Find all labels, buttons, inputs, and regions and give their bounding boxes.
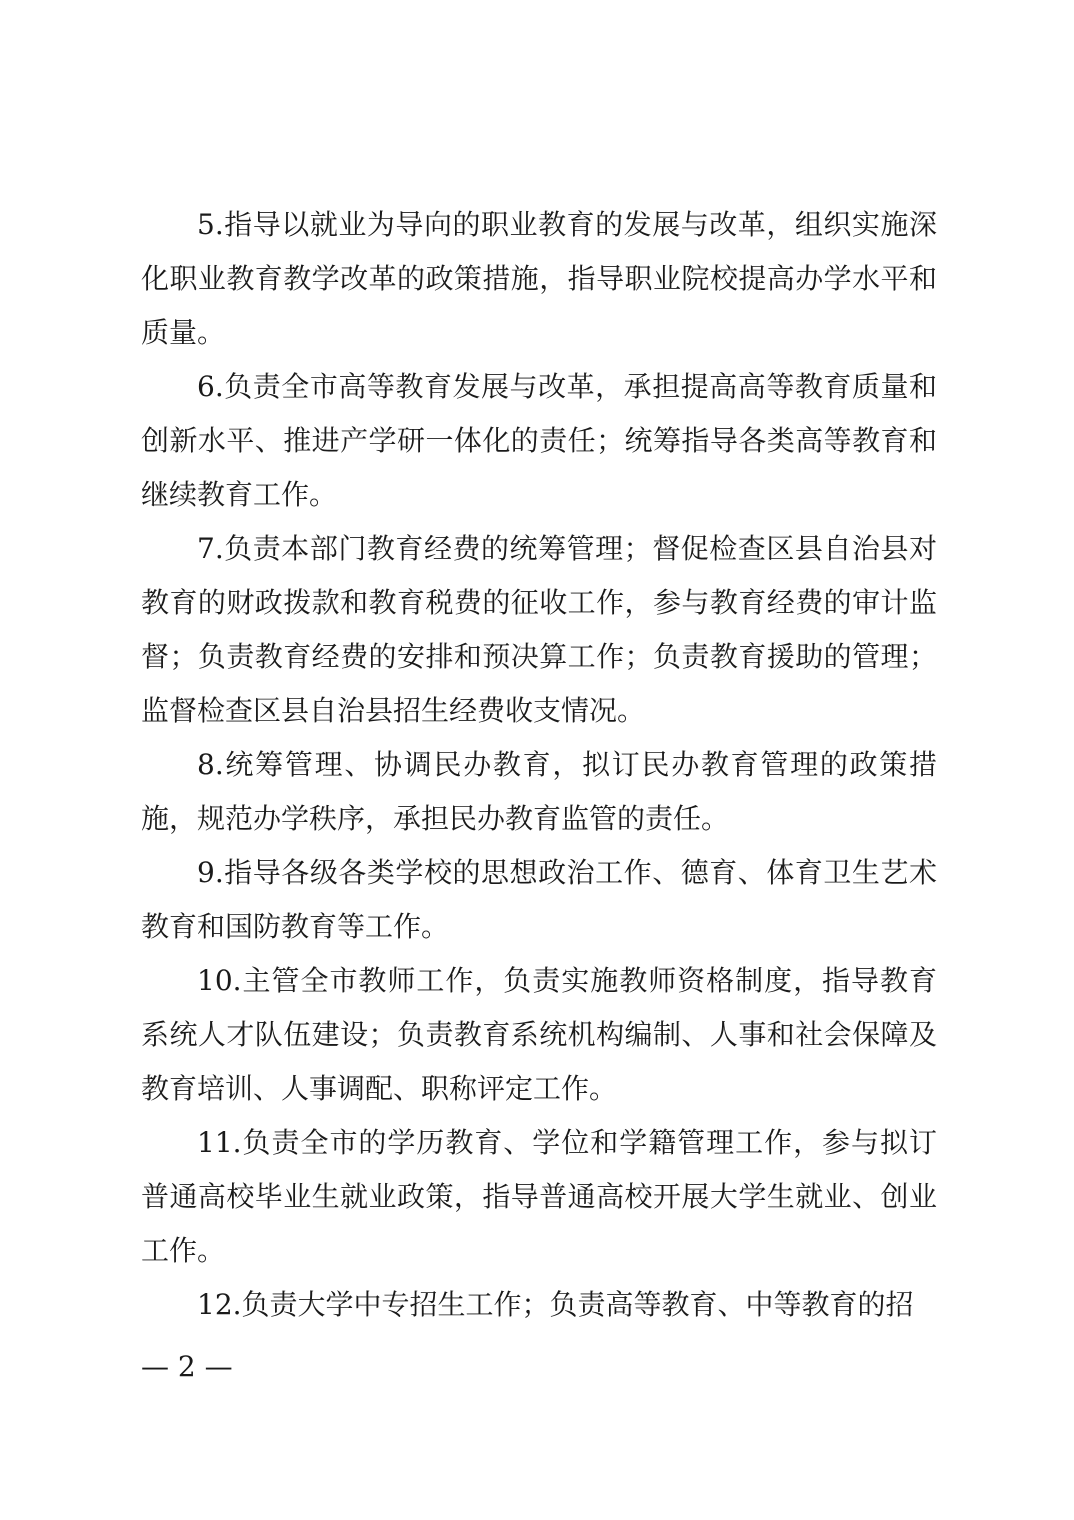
document-body	[141, 198, 937, 1332]
paragraph-item-9: 9.指导各级各类学校的思想政治工作、德育、体育卫生艺术教育和国防教育等工作。	[141, 856, 937, 943]
paragraph-item-12: 12.负责大学中专招生工作；负责高等教育、中等教育的招	[197, 1288, 914, 1321]
paragraph-item-7: 7.负责本部门教育经费的统筹管理；督促检查区县自治县对教育的财政拨款和教育税费的征收工作，参与教育经费的审计监督；负责教育经费的安排和预决算工作；负责教育援助的管理；监督检查区县自治县招生经费收支情况。	[141, 532, 937, 727]
paragraph-item-10: 10.主管全市教师工作，负责实施教师资格制度，指导教育系统人才队伍建设；负责教育系统机构编制、人事和社会保障及教育培训、人事调配、职称评定工作。	[141, 964, 937, 1105]
page-number: — 2 —	[141, 1350, 233, 1383]
paragraph-item-6: 6.负责全市高等教育发展与改革，承担提高高等教育质量和创新水平、推进产学研一体化的责任；统筹指导各类高等教育和继续教育工作。	[141, 370, 937, 511]
paragraph-item-11: 11.负责全市的学历教育、学位和学籍管理工作，参与拟订普通高校毕业生就业政策，指导普通高校开展大学生就业、创业工作。	[141, 1126, 937, 1267]
paragraph-item-5: 5.指导以就业为导向的职业教育的发展与改革，组织实施深化职业教育教学改革的政策措施，指导职业院校提高办学水平和质量。	[141, 208, 937, 349]
paragraph-item-8: 8.统筹管理、协调民办教育，拟订民办教育管理的政策措施，规范办学秩序，承担民办教育监管的责任。	[141, 748, 937, 835]
